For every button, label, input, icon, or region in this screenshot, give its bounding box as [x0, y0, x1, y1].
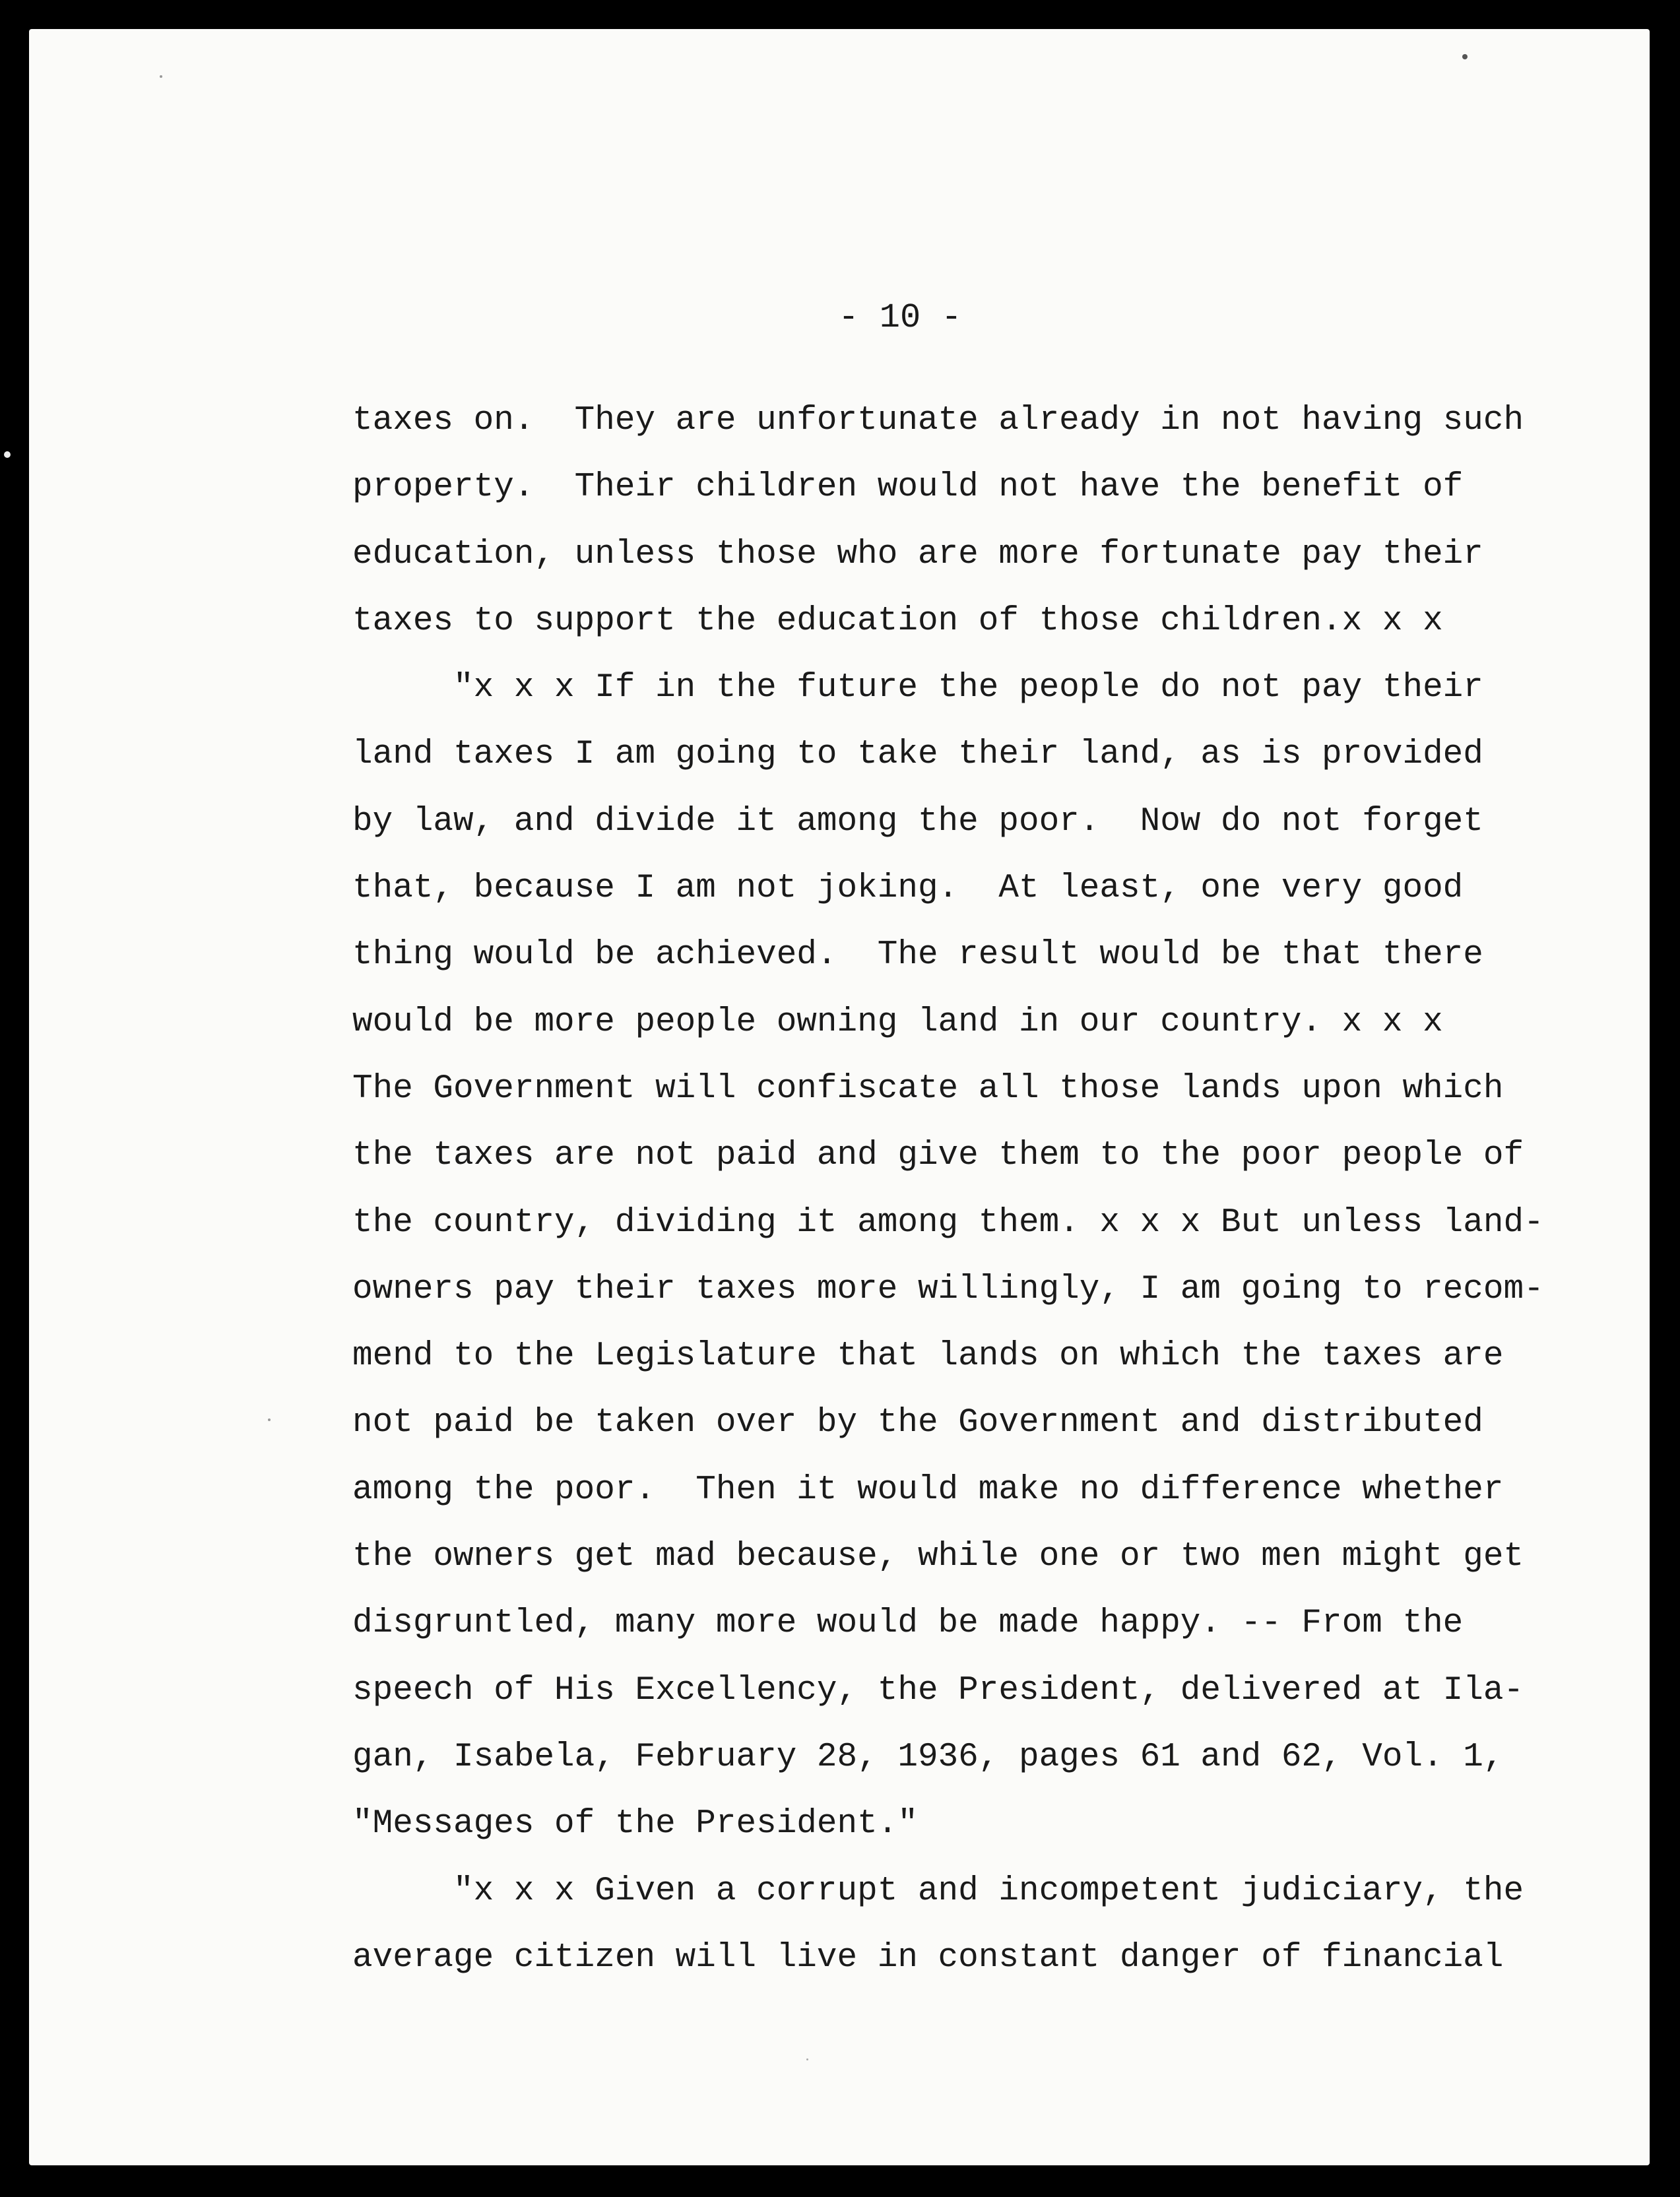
text-line: speech of His Excellency, the President, delivered at Ila- — [352, 1671, 1524, 1709]
body-text — [352, 387, 1573, 1991]
text-line: taxes to support the education of those children.x x x — [352, 602, 1443, 640]
text-line: the taxes are not paid and give them to the poor people of — [352, 1137, 1524, 1175]
text-line: average citizen will live in constant danger of financial — [352, 1938, 1504, 1977]
document-page — [29, 29, 1650, 2165]
text-line: gan, Isabela, February 28, 1936, pages 61 and 62, Vol. 1, — [352, 1738, 1504, 1776]
text-line: taxes on. They are unfortunate already in not having such — [352, 402, 1524, 439]
text-line: the owners get mad because, while one or two men might get — [352, 1538, 1524, 1576]
text-line: mend to the Legislature that lands on which the taxes are — [352, 1337, 1504, 1376]
text-line: owners pay their taxes more willingly, I am going to recom- — [352, 1270, 1544, 1308]
text-line: would be more people owning land in our country. x x x — [352, 1003, 1443, 1041]
text-line: "x x x Given a corrupt and incompetent judiciary, the — [352, 1872, 1524, 1910]
text-line: that, because I am not joking. At least, one very good — [352, 870, 1464, 908]
text-line: "x x x If in the future the people do not pay their — [352, 669, 1483, 707]
text-line: the country, dividing it among them. x x x But unless land- — [352, 1203, 1544, 1242]
scan-speck — [268, 1418, 271, 1421]
text-line: property. Their children would not have the benefit of — [352, 468, 1464, 507]
text-line: land taxes I am going to take their land, as is provided — [352, 736, 1483, 774]
text-line: "Messages of the President." — [352, 1805, 918, 1843]
text-line: disgruntled, many more would be made happy. -- From the — [352, 1605, 1464, 1643]
scan-speck — [4, 451, 11, 458]
text-line: education, unless those who are more fortunate pay their — [352, 535, 1483, 573]
scan-speck — [160, 75, 162, 78]
scan-speck — [1462, 54, 1468, 59]
text-line: not paid be taken over by the Government and distributed — [352, 1404, 1483, 1442]
text-line: thing would be achieved. The result would be that there — [352, 936, 1483, 974]
text-line: among the poor. Then it would make no difference whether — [352, 1471, 1504, 1509]
text-line: by law, and divide it among the poor. Now do not forget — [352, 802, 1483, 841]
text-line: The Government will confiscate all those lands upon which — [352, 1069, 1504, 1108]
scan-speck — [806, 2058, 808, 2060]
page-number: - 10 - — [838, 298, 962, 337]
